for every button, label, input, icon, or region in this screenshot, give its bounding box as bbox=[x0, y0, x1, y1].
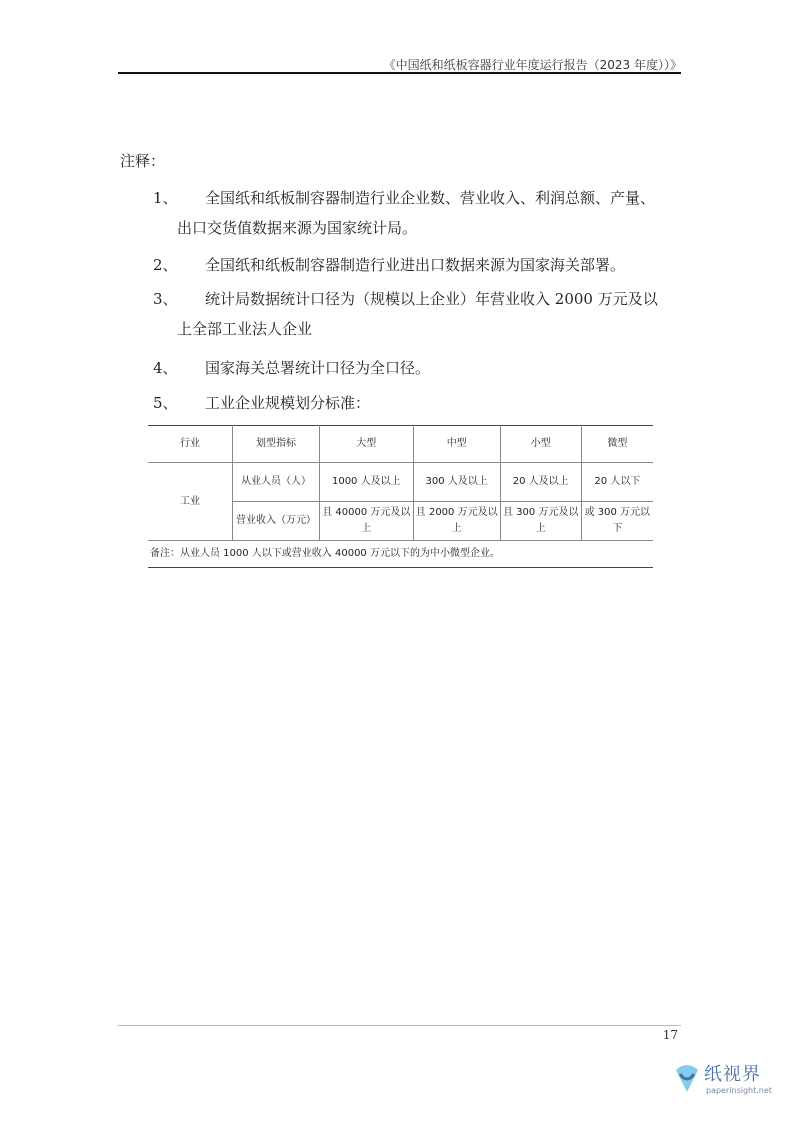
table-header-cell: 行业 bbox=[148, 426, 233, 463]
note-continuation: 出口交货值数据来源为国家统计局。 bbox=[177, 219, 418, 237]
industry-cell: 工业 bbox=[148, 463, 233, 541]
watermark bbox=[672, 1060, 782, 1106]
note-text: 统计局数据统计口径为（规模以上企业）年营业收入 2000 万元及以 bbox=[205, 290, 658, 308]
table-cell: 1000 人及以上 bbox=[320, 463, 414, 502]
header-rule bbox=[118, 72, 681, 74]
table-cell: 且 2000 万元及以上 bbox=[413, 502, 500, 541]
note-item-3 bbox=[153, 284, 683, 344]
note-text: 全国纸和纸板制容器制造行业进出口数据来源为国家海关部署。 bbox=[205, 256, 626, 274]
table-cell: 且 40000 万元及以上 bbox=[320, 502, 414, 541]
table-footnote: 备注：从业人员 1000 人以下或营业收入 40000 万元以下的为中小微型企业。 bbox=[148, 541, 653, 568]
note-number: 2、 bbox=[153, 256, 178, 274]
table-cell: 且 300 万元及以上 bbox=[500, 502, 581, 541]
note-text: 工业企业规模划分标准： bbox=[205, 394, 371, 412]
metric-cell: 营业收入（万元） bbox=[233, 502, 320, 541]
table-header-cell: 小型 bbox=[500, 426, 581, 463]
enterprise-scale-table bbox=[148, 425, 653, 568]
note-number: 4、 bbox=[153, 359, 178, 377]
watermark-logo-icon bbox=[672, 1060, 702, 1100]
table-header-cell: 中型 bbox=[413, 426, 500, 463]
table-cell: 20 人以下 bbox=[581, 463, 653, 502]
table-row bbox=[148, 463, 653, 502]
header-title: 《中国纸和纸板容器行业年度运行报告（2023 年度））》 bbox=[383, 58, 682, 72]
notes-heading: 注释： bbox=[120, 152, 166, 170]
note-number: 3、 bbox=[153, 290, 178, 308]
note-number: 1、 bbox=[153, 189, 178, 207]
watermark-url: paperinsight.net bbox=[706, 1086, 772, 1095]
table-cell: 300 人及以上 bbox=[413, 463, 500, 502]
table-header-cell: 划型指标 bbox=[233, 426, 320, 463]
note-item-2 bbox=[153, 250, 683, 280]
watermark-brand: 纸视界 bbox=[704, 1064, 761, 1085]
metric-cell: 从业人员（人） bbox=[233, 463, 320, 502]
note-text: 全国纸和纸板制容器制造行业企业数、营业收入、利润总额、产量、 bbox=[205, 189, 656, 207]
table-cell: 20 人及以上 bbox=[500, 463, 581, 502]
note-item-4 bbox=[153, 353, 683, 383]
note-text: 国家海关总署统计口径为全口径。 bbox=[205, 359, 431, 377]
page-number: 17 bbox=[662, 1028, 678, 1042]
note-item-5 bbox=[153, 388, 683, 418]
note-number: 5、 bbox=[153, 394, 178, 412]
table-header-cell: 大型 bbox=[320, 426, 414, 463]
table-header-cell: 微型 bbox=[581, 426, 653, 463]
note-continuation: 上全部工业法人企业 bbox=[177, 320, 313, 338]
table-header-row bbox=[148, 426, 653, 463]
footer-rule bbox=[118, 1025, 681, 1026]
table-cell: 或 300 万元以下 bbox=[581, 502, 653, 541]
note-item-1 bbox=[153, 183, 683, 243]
table-footnote-row bbox=[148, 541, 653, 568]
